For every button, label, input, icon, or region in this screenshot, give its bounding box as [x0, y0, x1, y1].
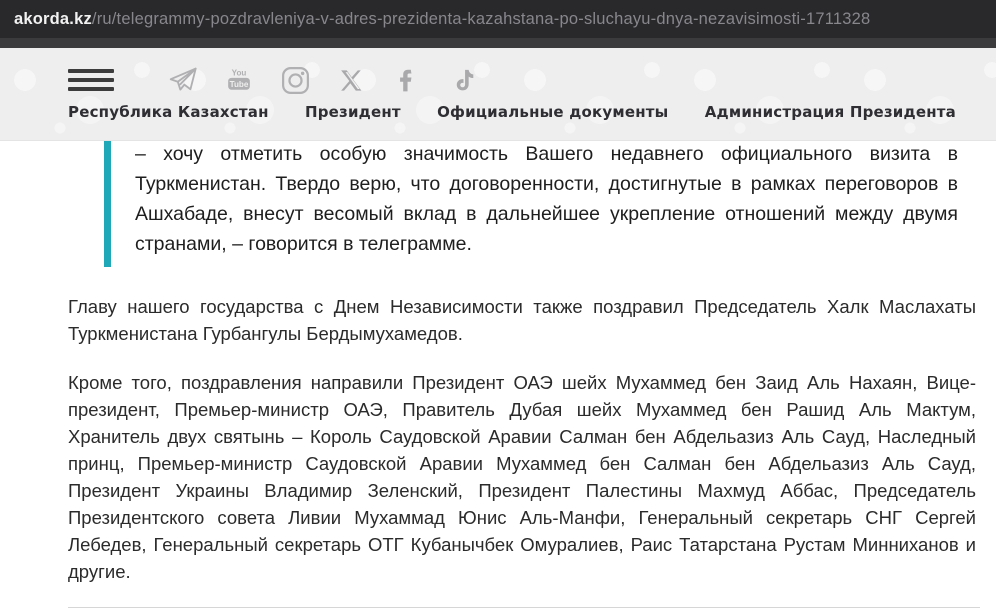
- social-links: [166, 63, 480, 97]
- site-header: [0, 48, 996, 141]
- svg-text:You: You: [231, 68, 247, 78]
- nav-item-republic[interactable]: Республика Казахстан: [68, 103, 269, 121]
- hamburger-menu-icon[interactable]: [68, 69, 114, 91]
- nav-item-administration[interactable]: Администрация Президента: [704, 103, 956, 121]
- youtube-icon[interactable]: [222, 63, 256, 97]
- x-twitter-icon[interactable]: [334, 63, 368, 97]
- url-path: /ru/telegrammy-pozdravleniya-v-adres-prezidenta-kazahstana-po-sluchayu-dnya-nezavisimosti-1711328: [91, 9, 871, 28]
- browser-address-bar[interactable]: [0, 0, 996, 38]
- instagram-icon[interactable]: [278, 63, 312, 97]
- article-paragraph: Кроме того, поздравления направили Президент ОАЭ шейх Мухаммед бен Заид Аль Нахаян, Вице-президент, Премьер-министр ОАЭ, Правитель Дубая шейх Мухаммед бен Рашид Аль Мактум, Хранитель двух святынь – Король Саудовской Аравии Салман бен Абдельазиз Аль Сауд, Наследный принц, Премьер-министр Саудовской Аравии Мухаммед бен Салман бен Абдельазиз Аль Сауд, Президент Украины Владимир Зеленский, Президент Палестины Махмуд Аббас, Председатель Президентского совета Ливии Мухаммад Юнис Аль-Манфи, Генеральный секретарь СНГ Сергей Лебедев, Генеральный секретарь ОТГ Кубанычбек Омуралиев, Раис Татарстана Рустам Минниханов и другие.: [68, 372, 976, 582]
- telegram-icon[interactable]: [166, 63, 200, 97]
- main-navigation: [68, 103, 956, 121]
- tiktok-icon[interactable]: [446, 63, 480, 97]
- telegram-quote: – хочу отметить особую значимость Вашего недавнего официального визита в Туркменистан. Твердо верю, что договоренности, достигнутые в рамках переговоров в Ашхабаде, внесут весомый вклад в дальнейшее укрепление отношений между двумя странами, – говорится в телеграмме.: [104, 136, 958, 267]
- facebook-icon[interactable]: [390, 63, 424, 97]
- article-body: [0, 136, 996, 608]
- nav-item-documents[interactable]: Официальные документы: [437, 103, 669, 121]
- nav-item-president[interactable]: Президент: [304, 103, 401, 121]
- svg-text:Tube: Tube: [229, 80, 249, 90]
- browser-chrome-strip: [0, 38, 996, 48]
- url-domain: akorda.kz: [14, 9, 92, 28]
- section-divider: [68, 607, 980, 608]
- header-icons-row: [68, 48, 976, 100]
- article-paragraph: Главу нашего государства с Днем Независимости также поздравил Председатель Халк Маслахаты Туркменистана Гурбангулы Бердымухамедов.: [68, 296, 976, 344]
